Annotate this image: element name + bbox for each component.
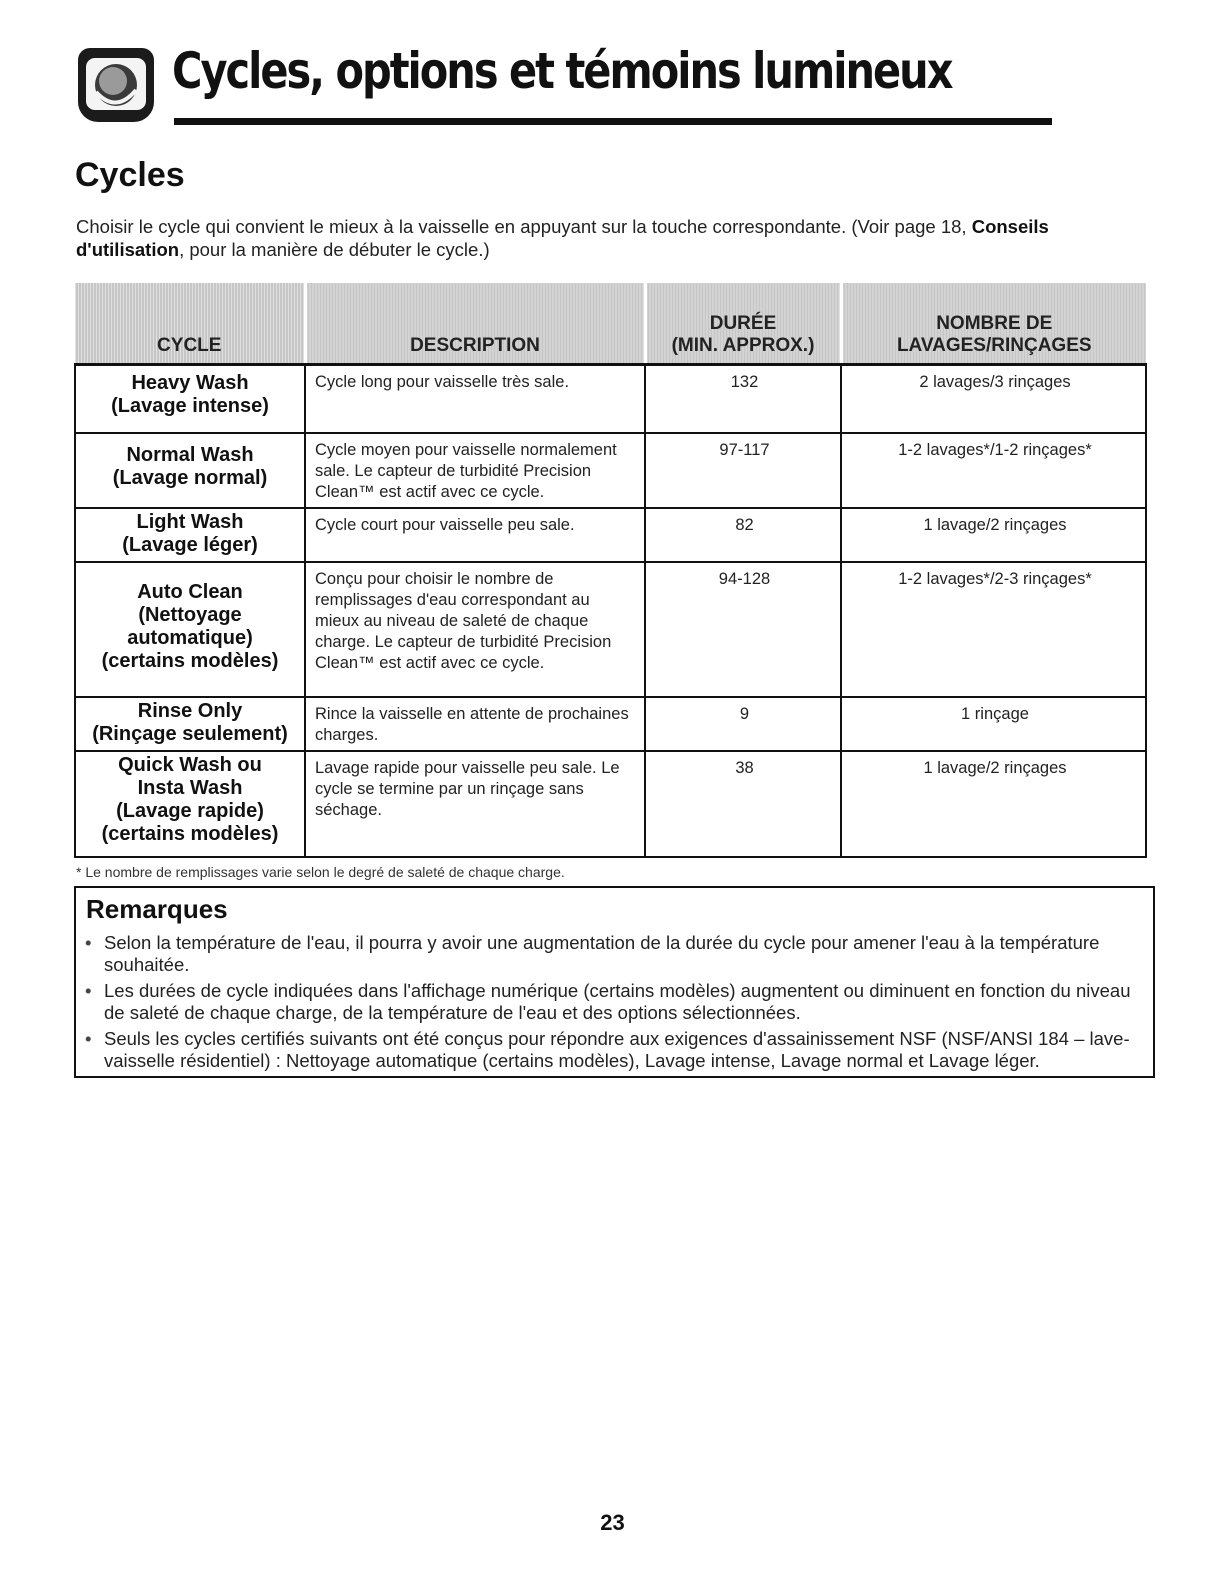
header-description: DESCRIPTION [305, 283, 645, 365]
header-cycle: CYCLE [75, 283, 305, 365]
intro-text-end: , pour la manière de débuter le cycle.) [179, 239, 490, 260]
table-row [75, 697, 1146, 751]
intro-paragraph [76, 215, 1156, 261]
header-duration: DURÉE (MIN. APPROX.) [645, 283, 841, 365]
cycle-duration: 132 [645, 365, 841, 433]
cycle-description: Cycle court pour vaisselle peu sale. [305, 508, 645, 562]
table-row [75, 365, 1146, 433]
remarks-box [74, 886, 1155, 1078]
page-number: 23 [600, 1510, 625, 1535]
cycle-washes: 1-2 lavages*/2-3 rinçages* [841, 562, 1146, 697]
cycle-name: Heavy Wash (Lavage intense) [75, 365, 305, 433]
cycle-washes: 1 rinçage [841, 697, 1146, 751]
table-row [75, 433, 1146, 508]
cycle-duration: 38 [645, 751, 841, 857]
cycle-name: Auto Clean (Nettoyage automatique) (certains modèles) [75, 562, 305, 697]
header-washes: NOMBRE DE LAVAGES/RINÇAGES [841, 283, 1146, 365]
list-item: • Seuls les cycles certifiés suivants ont été conçus pour répondre aux exigences d'assainissement NSF (NSF/ANSI 184 – lave-vaisselle résidentiel) : Nettoyage automatique (certains modèles), Lavage intense, Lavage normal et Lavage léger. [76, 1028, 1151, 1072]
cycle-description: Cycle long pour vaisselle très sale. [305, 365, 645, 433]
section-title: Cycles [75, 156, 185, 194]
page-title: Cycles, options et témoins lumineux [172, 42, 952, 100]
cycle-duration: 97-117 [645, 433, 841, 508]
list-item: • Les durées de cycle indiquées dans l'affichage numérique (certains modèles) augmentent ou diminuent en fonction du niveau de saleté de chaque charge, de la température de l'eau et des options sélectionnées. [76, 980, 1151, 1024]
table-row [75, 562, 1146, 697]
cycle-washes: 1 lavage/2 rinçages [841, 751, 1146, 857]
cycle-description: Rince la vaisselle en attente de prochaines charges. [305, 697, 645, 751]
page-header [78, 38, 976, 126]
remarks-list [76, 932, 1151, 1076]
table-header-row [75, 283, 1146, 365]
cycle-duration: 9 [645, 697, 841, 751]
intro-text-start: Choisir le cycle qui convient le mieux à la vaisselle en appuyant sur la touche correspondante. (Voir page 18, [76, 216, 972, 237]
cycle-description: Conçu pour choisir le nombre de remplissages d'eau correspondant au mieux au niveau de saleté de chaque charge. Le capteur de turbidité Precision Clean™ est actif avec ce cycle. [305, 562, 645, 697]
title-underline [174, 118, 1052, 125]
cycle-description: Cycle moyen pour vaisselle normalement sale. Le capteur de turbidité Precision Clean™ est actif avec ce cycle. [305, 433, 645, 508]
cycle-name: Quick Wash ou Insta Wash (Lavage rapide) (certains modèles) [75, 751, 305, 857]
cycle-washes: 2 lavages/3 rinçages [841, 365, 1146, 433]
table-row [75, 751, 1146, 857]
cycle-name: Normal Wash (Lavage normal) [75, 433, 305, 508]
intro-link-text: Conseils d'utilisation [76, 216, 1049, 260]
table-footnote: * Le nombre de remplissages varie selon le degré de saleté de chaque charge. [76, 864, 565, 880]
cycle-duration: 82 [645, 508, 841, 562]
cycle-washes: 1 lavage/2 rinçages [841, 508, 1146, 562]
list-item: • Selon la température de l'eau, il pourra y avoir une augmentation de la durée du cycle pour amener l'eau à la température souhaitée. [76, 932, 1151, 976]
dishwasher-dial-icon [78, 48, 154, 122]
cycle-duration: 94-128 [645, 562, 841, 697]
cycles-table [74, 283, 1147, 858]
cycle-name: Rinse Only (Rinçage seulement) [75, 697, 305, 751]
remarks-title: Remarques [86, 894, 228, 924]
cycle-washes: 1-2 lavages*/1-2 rinçages* [841, 433, 1146, 508]
cycle-description: Lavage rapide pour vaisselle peu sale. Le cycle se termine par un rinçage sans séchage. [305, 751, 645, 857]
table-row [75, 508, 1146, 562]
cycle-name: Light Wash (Lavage léger) [75, 508, 305, 562]
